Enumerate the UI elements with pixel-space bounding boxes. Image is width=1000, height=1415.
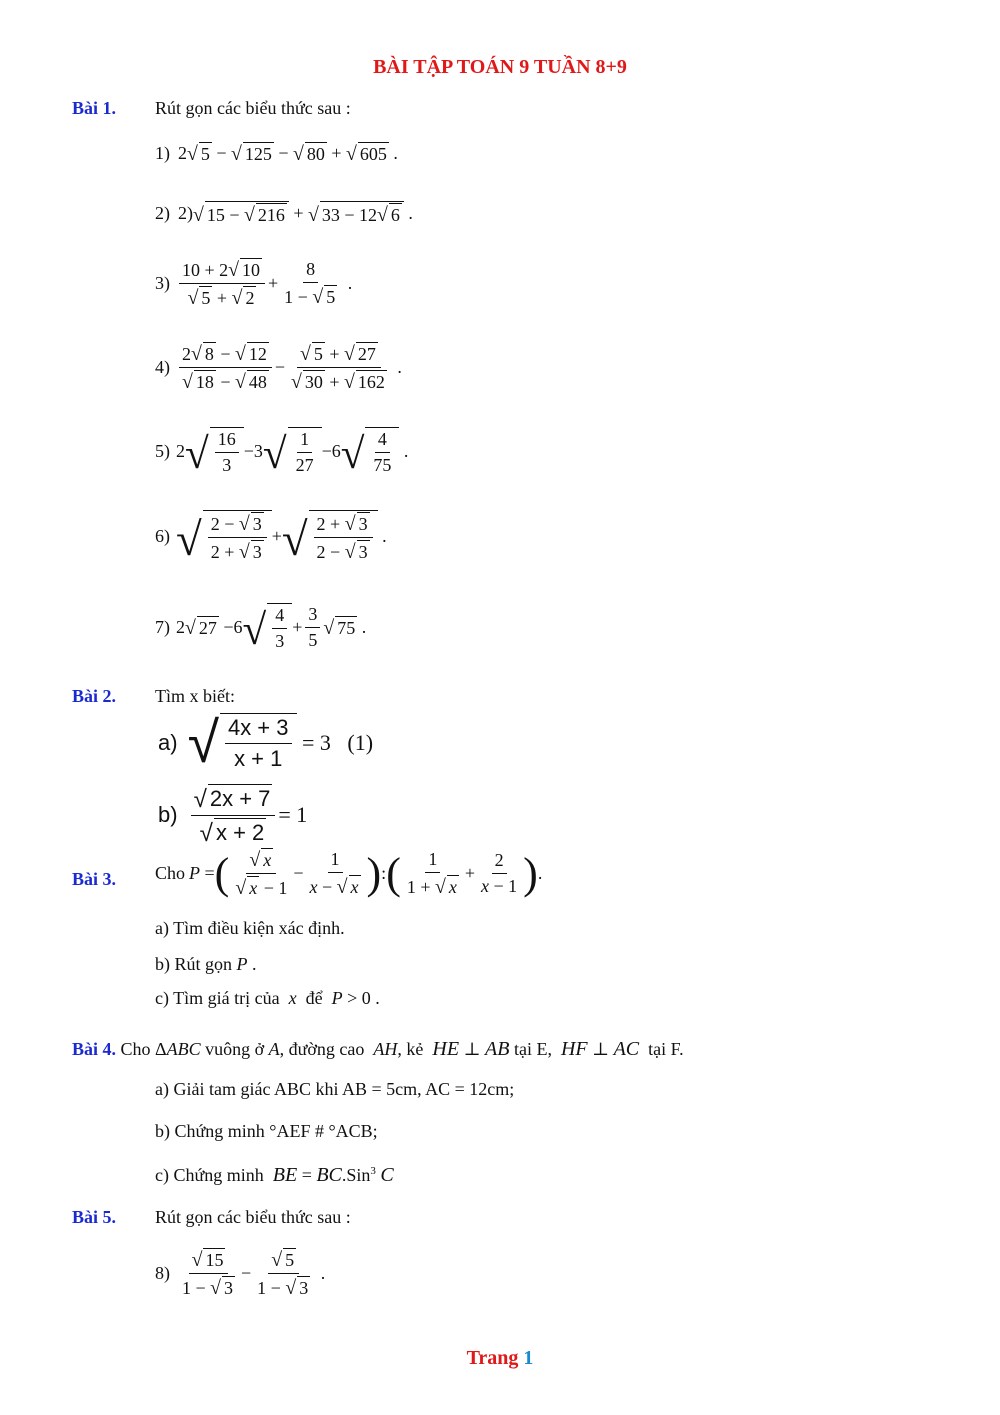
exercise-1-item-5: 5) 2 √ $\frac{16}{3}$ −3 √ $\frac{1}{27}$ −6 √ $\frac{4}{75}$ . bbox=[155, 429, 409, 478]
exercise-1-instruction: Rút gọn các biểu thức sau : bbox=[155, 98, 351, 118]
page-footer: Trang 1 bbox=[466, 1347, 534, 1369]
exercise-3-a: a) Tìm điều kiện xác định. bbox=[155, 918, 345, 938]
exercise-1-item-6: 6) √ 2 − √ 3 2 + √ 3 + √ 2 + √ 3 2 − √ 3 . bbox=[155, 510, 387, 563]
exercise-4-statement: Bài 4. Cho ΔABC vuông ở A, đường cao AH, kẻ HE ⊥ AB tại E, HF ⊥ AC tại F. bbox=[72, 1038, 684, 1060]
exercise-2-instruction: Tìm x biết: bbox=[155, 686, 235, 706]
exercise-3-label: Bài 3. bbox=[72, 869, 117, 889]
exercise-2-b: b) √ 2x + 7 √ x + 2 = 1 bbox=[158, 785, 308, 847]
exercise-3-c: c) Tìm giá trị của x để P > 0 . bbox=[155, 988, 380, 1008]
exercise-1-item-3: 3) 10 + 2 √ 10 √ 5 + √ 2 + 8 1 − √ 5 . bbox=[155, 259, 353, 310]
exercise-4-a: a) Giải tam giác ABC khi AB = 5cm, AC = 12cm; bbox=[155, 1079, 515, 1099]
exercise-1-item-2: 2) 2) √ 15 − √ 216 + √ 33 − 12 √ 6 . bbox=[155, 201, 413, 226]
exercise-1-item-7: 7) 2 √ 27 −6 √ $\frac{4}{3}$ + $\frac{3}{5}$ √ 75 . bbox=[155, 604, 367, 654]
exercise-1-item-4: 4) 2 √ 8 − √ 12 √ 18 − √ 48 − √ 5 + √ 27 √ 30 + √ 162 . bbox=[155, 343, 402, 394]
exercise-5-label: Bài 5. bbox=[72, 1207, 117, 1227]
exercise-3-expression: Cho P = ( √ x √ x − 1 − 1 x − √ x ) : ( 1 1 + √ x + $\frac{2}{x - 1}$ ) . bbox=[155, 848, 543, 900]
exercise-5-item-8: 8) √ 15 1 − √ 3 − √ 5 1 − √ 3 . bbox=[155, 1249, 326, 1300]
exercise-1-item-1: 1) 2 √ 5 − √ 125 − √ 80 + √ 605 . bbox=[155, 143, 398, 166]
exercise-4-b: b) Chứng minh °AEF # °ACB; bbox=[155, 1121, 378, 1141]
exercise-2-a: a) √ $\frac{4x + 3}{x + 1}$ = 3 (1) bbox=[158, 710, 374, 775]
exercise-3-b: b) Rút gọn P . bbox=[155, 954, 257, 974]
exercise-5-instruction: Rút gọn các biểu thức sau : bbox=[155, 1207, 351, 1227]
exercise-1-label: Bài 1. bbox=[72, 98, 117, 118]
page-title: BÀI TẬP TOÁN 9 TUẦN 8+9 bbox=[373, 56, 627, 78]
exercise-2-label: Bài 2. bbox=[72, 686, 117, 706]
exercise-4-c: c) Chứng minh BE = BC.Sin$^3$ C bbox=[155, 1164, 394, 1186]
page-number: 1 bbox=[523, 1347, 534, 1369]
